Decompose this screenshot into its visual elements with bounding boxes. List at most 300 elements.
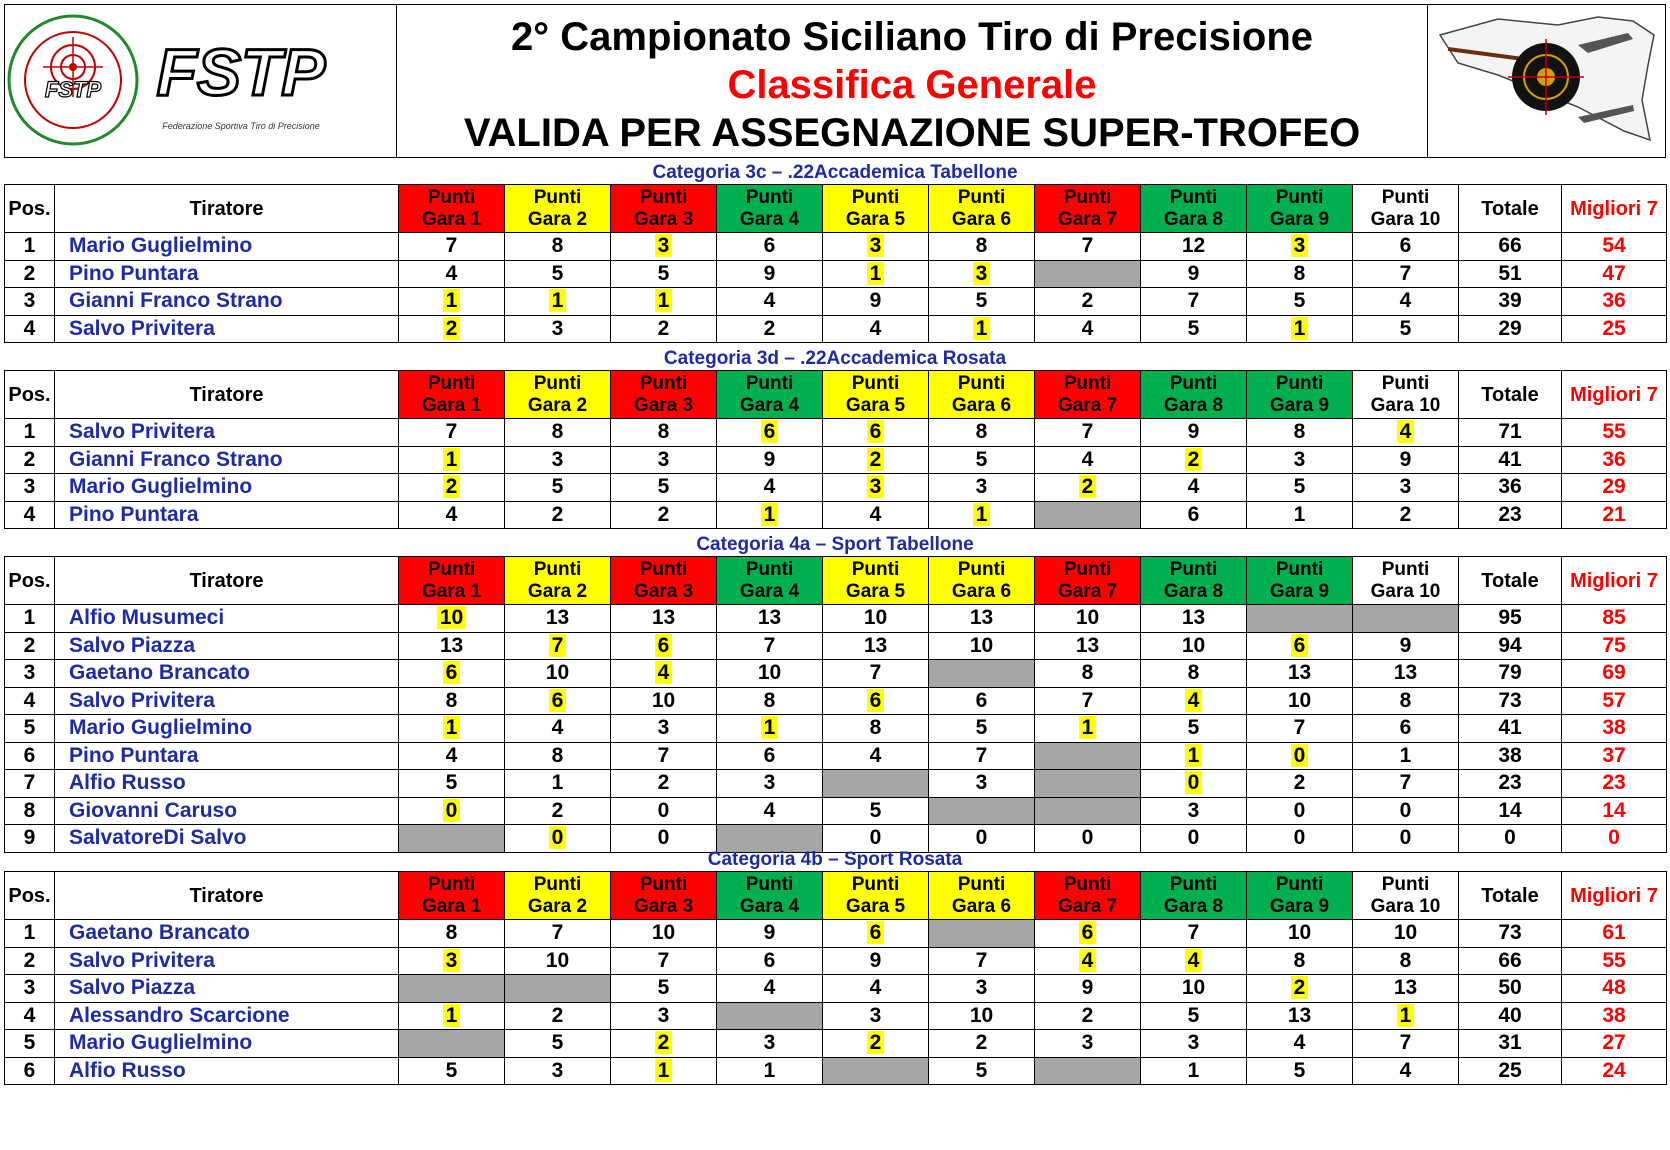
header-title-block [397, 5, 1427, 157]
category-title: Categoria 4a – Sport Tabellone [696, 534, 974, 555]
column-header-tiratore: Tiratore [55, 872, 399, 920]
score-cell-empty [823, 770, 929, 798]
column-header-gara-6 [929, 371, 1035, 419]
column-header-gara-label: Gara 10 [1370, 580, 1441, 602]
score-cell: 8 [1141, 660, 1247, 688]
score-cell [1035, 947, 1141, 975]
table-row [5, 715, 1667, 743]
shooter-name: Mario Guglielmino [55, 233, 399, 261]
column-header-gara-1 [399, 557, 505, 605]
score-cell: 4 [717, 797, 823, 825]
best7-cell: 48 [1562, 975, 1667, 1003]
column-header-punti: Punti [427, 372, 476, 394]
score-cell: 0 [1141, 825, 1247, 853]
score-cell [929, 501, 1035, 529]
column-header-migliori: Migliori 7 [1562, 557, 1667, 605]
column-header-gara-label: Gara 8 [1163, 208, 1224, 230]
score-cell: 4 [823, 501, 929, 529]
score-cell-empty [1247, 605, 1353, 633]
score-cell: 13 [1353, 975, 1459, 1003]
column-header-gara-10 [1353, 185, 1459, 233]
column-header-gara-8 [1141, 872, 1247, 920]
sicily-map-graphic [1428, 5, 1664, 155]
score-cell: 7 [929, 742, 1035, 770]
score-cell: 13 [1247, 660, 1353, 688]
column-header-punti: Punti [533, 873, 582, 895]
score-discarded: 0 [549, 826, 567, 849]
score-cell: 7 [929, 947, 1035, 975]
column-header-punti: Punti [851, 186, 900, 208]
score-discarded: 2 [443, 475, 461, 498]
score-cell [399, 288, 505, 316]
score-cell: 7 [717, 632, 823, 660]
shooter-name: Gaetano Brancato [55, 920, 399, 948]
ranking-table [4, 370, 1667, 529]
table-row [5, 419, 1667, 447]
score-cell: 12 [1141, 233, 1247, 261]
ranking-table [4, 871, 1667, 1085]
table-row [5, 742, 1667, 770]
total-cell: 31 [1459, 1030, 1562, 1058]
score-cell: 2 [1035, 288, 1141, 316]
column-header-gara-label: Gara 3 [633, 208, 694, 230]
score-discarded: 2 [1079, 475, 1097, 498]
best7-cell: 38 [1562, 1002, 1667, 1030]
score-cell-empty [717, 1002, 823, 1030]
score-discarded: 4 [1185, 949, 1203, 972]
score-cell: 5 [611, 975, 717, 1003]
score-cell: 7 [823, 660, 929, 688]
row-position: 6 [5, 1057, 55, 1085]
score-cell: 7 [505, 920, 611, 948]
column-header-gara-label: Gara 3 [633, 895, 694, 917]
score-cell-empty [1035, 1057, 1141, 1085]
score-cell: 1 [1247, 501, 1353, 529]
column-header-gara-label: Gara 5 [845, 208, 906, 230]
best7-cell: 61 [1562, 920, 1667, 948]
total-cell: 23 [1459, 770, 1562, 798]
column-header-gara-5 [823, 557, 929, 605]
score-cell [823, 1030, 929, 1058]
column-header-gara-3 [611, 371, 717, 419]
score-cell: 8 [611, 419, 717, 447]
score-discarded: 4 [655, 661, 673, 684]
column-header-gara-label: Gara 6 [951, 394, 1012, 416]
score-discarded: 1 [761, 716, 779, 739]
column-header-tiratore: Tiratore [55, 557, 399, 605]
score-cell: 4 [823, 742, 929, 770]
column-header-totale: Totale [1459, 557, 1562, 605]
category-title: Categoria 4b – Sport Rosata [707, 849, 963, 870]
score-cell: 4 [717, 474, 823, 502]
table-row [5, 474, 1667, 502]
score-discarded: 1 [655, 1059, 673, 1082]
column-header-gara-label: Gara 9 [1269, 394, 1330, 416]
score-cell-empty [399, 975, 505, 1003]
column-header-punti: Punti [533, 372, 582, 394]
column-header-punti: Punti [1275, 372, 1324, 394]
score-cell: 4 [1353, 288, 1459, 316]
score-discarded: 2 [443, 317, 461, 340]
score-discarded: 1 [443, 448, 461, 471]
score-cell: 0 [1353, 797, 1459, 825]
score-cell [1141, 947, 1247, 975]
score-cell: 13 [1035, 632, 1141, 660]
score-discarded: 1 [1397, 1004, 1415, 1027]
svg-text:Federazione Sportiva Tiro di P: Federazione Sportiva Tiro di Precisione [162, 121, 320, 131]
column-header-gara-label: Gara 1 [421, 394, 482, 416]
score-cell: 0 [611, 797, 717, 825]
column-header-gara-label: Gara 7 [1057, 394, 1118, 416]
score-cell [1141, 446, 1247, 474]
best7-cell: 75 [1562, 632, 1667, 660]
column-header-punti: Punti [957, 186, 1006, 208]
column-header-gara-10 [1353, 557, 1459, 605]
page-title: 2° Campionato Siciliano Tiro di Precisione [510, 15, 1314, 59]
column-header-gara-2 [505, 185, 611, 233]
score-cell: 13 [823, 632, 929, 660]
best7-cell: 0 [1562, 825, 1667, 853]
score-cell: 9 [823, 947, 929, 975]
score-cell: 4 [823, 975, 929, 1003]
score-cell: 7 [1035, 419, 1141, 447]
score-cell [1353, 419, 1459, 447]
row-position: 1 [5, 233, 55, 261]
score-cell: 4 [1353, 1057, 1459, 1085]
score-cell: 4 [505, 715, 611, 743]
score-discarded: 6 [1291, 634, 1309, 657]
score-cell: 10 [611, 687, 717, 715]
column-header-gara-7 [1035, 371, 1141, 419]
column-header-punti: Punti [957, 558, 1006, 580]
column-header-gara-label: Gara 2 [527, 394, 588, 416]
score-cell: 3 [717, 770, 823, 798]
column-header-gara-3 [611, 872, 717, 920]
score-cell-empty [1035, 742, 1141, 770]
score-cell: 3 [611, 1002, 717, 1030]
score-cell: 13 [611, 605, 717, 633]
score-discarded: 6 [549, 689, 567, 712]
table-header-row [5, 557, 1667, 605]
score-cell: 7 [399, 419, 505, 447]
table-header-row [5, 185, 1667, 233]
score-discarded: 6 [1079, 921, 1097, 944]
best7-cell: 57 [1562, 687, 1667, 715]
score-cell: 10 [823, 605, 929, 633]
score-cell: 5 [505, 474, 611, 502]
score-cell [399, 446, 505, 474]
column-header-migliori: Migliori 7 [1562, 185, 1667, 233]
column-header-gara-label: Gara 3 [633, 580, 694, 602]
column-header-migliori: Migliori 7 [1562, 872, 1667, 920]
column-header-punti: Punti [745, 186, 794, 208]
best7-cell: 54 [1562, 233, 1667, 261]
score-cell: 10 [929, 1002, 1035, 1030]
score-cell: 8 [1353, 947, 1459, 975]
column-header-gara-4 [717, 557, 823, 605]
shooter-name: Salvo Privitera [55, 419, 399, 447]
score-cell [505, 288, 611, 316]
score-discarded: 6 [867, 420, 885, 443]
score-cell: 5 [929, 715, 1035, 743]
score-cell-empty [929, 660, 1035, 688]
column-header-punti: Punti [745, 873, 794, 895]
column-header-gara-label: Gara 9 [1269, 208, 1330, 230]
total-cell: 29 [1459, 315, 1562, 343]
total-cell: 23 [1459, 501, 1562, 529]
score-cell: 0 [611, 825, 717, 853]
table-row [5, 288, 1667, 316]
score-cell: 4 [717, 288, 823, 316]
score-discarded: 1 [973, 503, 991, 526]
score-cell: 8 [399, 920, 505, 948]
score-discarded: 1 [973, 317, 991, 340]
score-cell: 7 [1353, 260, 1459, 288]
shooter-name: Alfio Russo [55, 770, 399, 798]
column-header-gara-label: Gara 6 [951, 208, 1012, 230]
total-cell: 51 [1459, 260, 1562, 288]
score-cell: 9 [1353, 446, 1459, 474]
score-cell: 5 [1141, 715, 1247, 743]
score-cell-empty [505, 975, 611, 1003]
score-cell: 3 [717, 1030, 823, 1058]
score-cell: 2 [505, 501, 611, 529]
score-cell: 6 [717, 947, 823, 975]
column-header-punti: Punti [639, 186, 688, 208]
column-header-punti: Punti [1063, 873, 1112, 895]
svg-text:FSTP: FSTP [156, 35, 326, 109]
score-discarded: 6 [443, 661, 461, 684]
score-cell: 2 [611, 501, 717, 529]
shooter-name: Mario Guglielmino [55, 1030, 399, 1058]
column-header-punti: Punti [427, 186, 476, 208]
total-cell: 0 [1459, 825, 1562, 853]
column-header-gara-label: Gara 4 [739, 895, 800, 917]
category-title: Categoria 3c – .22Accademica Tabellone [652, 162, 1018, 183]
score-discarded: 1 [1079, 716, 1097, 739]
column-header-punti: Punti [639, 873, 688, 895]
score-cell: 3 [1247, 446, 1353, 474]
table-row [5, 1002, 1667, 1030]
score-cell: 8 [1247, 419, 1353, 447]
column-header-punti: Punti [1169, 372, 1218, 394]
score-cell [505, 687, 611, 715]
score-discarded: 3 [867, 475, 885, 498]
score-cell: 8 [505, 233, 611, 261]
best7-cell: 23 [1562, 770, 1667, 798]
score-cell: 6 [717, 233, 823, 261]
column-header-gara-1 [399, 872, 505, 920]
total-cell: 40 [1459, 1002, 1562, 1030]
score-discarded: 2 [867, 448, 885, 471]
row-position: 3 [5, 288, 55, 316]
best7-cell: 38 [1562, 715, 1667, 743]
column-header-punti: Punti [851, 873, 900, 895]
table-header-row [5, 371, 1667, 419]
best7-cell: 25 [1562, 315, 1667, 343]
score-discarded: 1 [549, 289, 567, 312]
score-cell [823, 260, 929, 288]
score-cell [1141, 687, 1247, 715]
sicily-map-emblem [1427, 5, 1665, 157]
score-cell: 7 [1353, 1030, 1459, 1058]
column-header-punti: Punti [639, 372, 688, 394]
column-header-punti: Punti [1063, 186, 1112, 208]
column-header-gara-label: Gara 5 [845, 580, 906, 602]
column-header-pos: Pos. [5, 185, 55, 233]
column-header-pos: Pos. [5, 872, 55, 920]
score-cell: 10 [505, 947, 611, 975]
table-row [5, 660, 1667, 688]
score-cell: 10 [1035, 605, 1141, 633]
score-cell [399, 474, 505, 502]
score-cell: 8 [1035, 660, 1141, 688]
column-header-gara-label: Gara 6 [951, 580, 1012, 602]
best7-cell: 14 [1562, 797, 1667, 825]
score-cell: 5 [1141, 1002, 1247, 1030]
table-row [5, 605, 1667, 633]
best7-cell: 37 [1562, 742, 1667, 770]
score-cell: 3 [611, 446, 717, 474]
column-header-gara-7 [1035, 872, 1141, 920]
score-cell: 5 [505, 1030, 611, 1058]
score-cell: 8 [1247, 947, 1353, 975]
column-header-punti: Punti [957, 372, 1006, 394]
score-cell: 9 [1141, 260, 1247, 288]
score-cell: 5 [929, 1057, 1035, 1085]
column-header-gara-label: Gara 8 [1163, 895, 1224, 917]
score-cell: 0 [1035, 825, 1141, 853]
row-position: 4 [5, 501, 55, 529]
score-cell: 5 [611, 474, 717, 502]
score-cell [1247, 315, 1353, 343]
row-position: 3 [5, 660, 55, 688]
score-cell: 1 [717, 1057, 823, 1085]
column-header-gara-label: Gara 7 [1057, 895, 1118, 917]
score-cell: 7 [1247, 715, 1353, 743]
score-discarded: 1 [443, 1004, 461, 1027]
score-cell: 7 [1353, 770, 1459, 798]
score-discarded: 1 [761, 503, 779, 526]
page-subtitle-2: VALIDA PER ASSEGNAZIONE SUPER-TROFEO [463, 111, 1361, 155]
score-cell: 6 [1353, 233, 1459, 261]
best7-cell: 47 [1562, 260, 1667, 288]
score-cell-empty [717, 825, 823, 853]
score-discarded: 6 [761, 420, 779, 443]
score-cell-empty [929, 797, 1035, 825]
score-cell: 5 [505, 260, 611, 288]
table-row [5, 825, 1667, 853]
score-discarded: 1 [443, 716, 461, 739]
score-cell: 1 [505, 770, 611, 798]
ranking-table [4, 556, 1667, 853]
table-row [5, 797, 1667, 825]
score-cell: 5 [1247, 474, 1353, 502]
column-header-punti: Punti [957, 873, 1006, 895]
table-row [5, 1030, 1667, 1058]
column-header-pos: Pos. [5, 371, 55, 419]
score-discarded: 10 [437, 606, 466, 629]
table-row [5, 632, 1667, 660]
column-header-gara-2 [505, 371, 611, 419]
score-discarded: 4 [1397, 420, 1415, 443]
score-discarded: 3 [1291, 234, 1309, 257]
total-cell: 95 [1459, 605, 1562, 633]
shooter-name: Gianni Franco Strano [55, 288, 399, 316]
score-cell: 9 [717, 920, 823, 948]
column-header-punti: Punti [851, 558, 900, 580]
score-cell [505, 825, 611, 853]
score-cell [823, 687, 929, 715]
column-header-gara-label: Gara 6 [951, 895, 1012, 917]
score-cell [823, 419, 929, 447]
category-section-3c [4, 162, 1666, 343]
column-header-punti: Punti [427, 558, 476, 580]
column-header-punti: Punti [1381, 558, 1430, 580]
score-cell: 9 [1035, 975, 1141, 1003]
column-header-gara-9 [1247, 557, 1353, 605]
shooter-name: Gaetano Brancato [55, 660, 399, 688]
fstp-logo [5, 5, 397, 157]
row-position: 2 [5, 947, 55, 975]
score-cell: 4 [1247, 1030, 1353, 1058]
score-discarded: 6 [655, 634, 673, 657]
score-cell: 4 [1035, 315, 1141, 343]
score-cell [399, 315, 505, 343]
score-discarded: 2 [867, 1031, 885, 1054]
score-discarded: 2 [655, 1031, 673, 1054]
shooter-name: SalvatoreDi Salvo [55, 825, 399, 853]
score-cell: 6 [1141, 501, 1247, 529]
table-row [5, 501, 1667, 529]
score-cell: 1 [1141, 1057, 1247, 1085]
score-cell: 9 [717, 260, 823, 288]
shooter-name: Mario Guglielmino [55, 474, 399, 502]
column-header-punti: Punti [851, 372, 900, 394]
score-cell: 13 [1247, 1002, 1353, 1030]
score-cell [1035, 715, 1141, 743]
row-position: 2 [5, 260, 55, 288]
row-position: 7 [5, 770, 55, 798]
row-position: 4 [5, 1002, 55, 1030]
column-header-punti: Punti [533, 558, 582, 580]
table-row [5, 947, 1667, 975]
score-cell: 4 [399, 742, 505, 770]
total-cell: 73 [1459, 687, 1562, 715]
column-header-totale: Totale [1459, 872, 1562, 920]
score-cell [611, 660, 717, 688]
column-header-gara-label: Gara 8 [1163, 394, 1224, 416]
score-cell: 7 [1141, 920, 1247, 948]
score-discarded: 2 [1185, 448, 1203, 471]
score-cell [399, 947, 505, 975]
column-header-punti: Punti [1381, 873, 1430, 895]
score-cell: 4 [399, 260, 505, 288]
score-cell: 8 [505, 742, 611, 770]
score-cell [1035, 920, 1141, 948]
score-cell: 13 [1353, 660, 1459, 688]
ranking-table [4, 184, 1667, 343]
score-discarded: 3 [443, 949, 461, 972]
score-cell [399, 797, 505, 825]
score-cell: 7 [611, 742, 717, 770]
table-row [5, 315, 1667, 343]
column-header-gara-5 [823, 185, 929, 233]
column-header-punti: Punti [745, 372, 794, 394]
score-cell: 2 [1035, 1002, 1141, 1030]
total-cell: 36 [1459, 474, 1562, 502]
column-header-gara-10 [1353, 872, 1459, 920]
